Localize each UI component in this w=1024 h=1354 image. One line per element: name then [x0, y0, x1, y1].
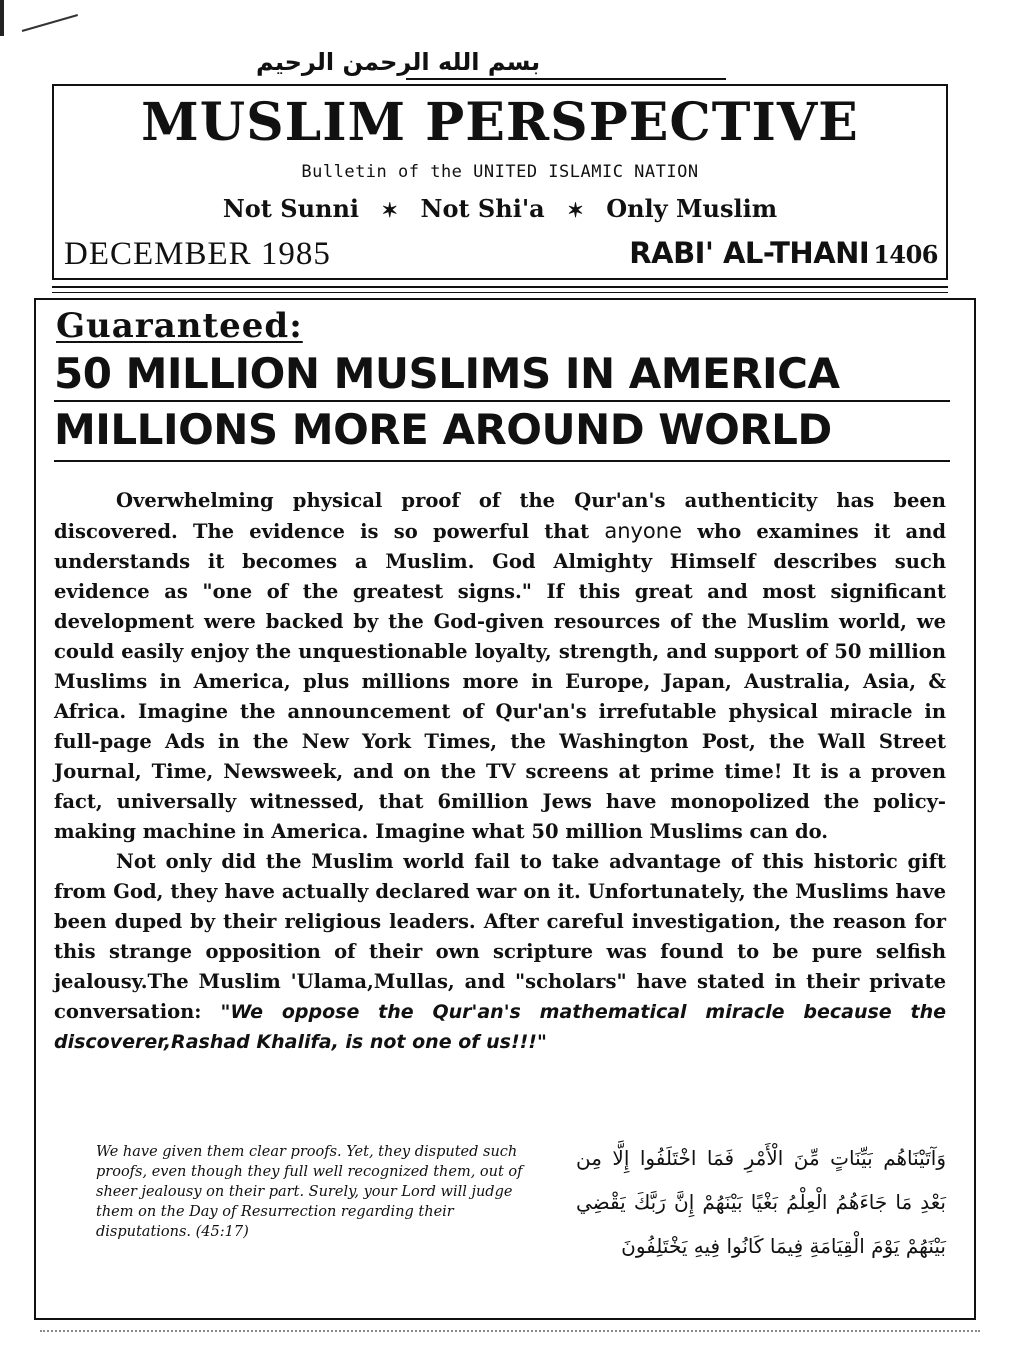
basmala-text: بسم الله الرحمن الرحيم: [256, 48, 541, 76]
masthead-rule: [52, 286, 948, 288]
article-box: [34, 298, 976, 1320]
masthead-rule-thin: [52, 292, 948, 293]
article-kicker: Guaranteed:: [56, 306, 303, 346]
article-paragraph-2: [54, 847, 946, 1057]
basmala-flourish: [406, 78, 726, 80]
hijri-year: 1406: [873, 240, 938, 269]
masthead-subtitle: Bulletin of the UNITED ISLAMIC NATION: [301, 162, 699, 182]
emphasized-word: anyone: [604, 519, 683, 543]
headline-divider-bottom: [54, 460, 950, 462]
masthead: [52, 84, 948, 280]
bottom-dotted-edge: [40, 1330, 980, 1333]
paragraph-1-text-a: Overwhelming physical proof of the Qur'an's authenticity has been discovered. The evidence is so powerful that: [54, 489, 946, 543]
star-icon: ✶: [567, 198, 584, 222]
masthead-motto: [54, 194, 946, 223]
issue-date-gregorian: DECEMBER 1985: [64, 236, 331, 272]
verse-arabic: وَآتَيْنَاهُم بَيِّنَاتٍ مِّنَ الْأَمْرِ فَمَا اخْتَلَفُوا إِلَّا مِن بَعْدِ مَا جَاءَهُمُ الْعِلْمُ بَغْيًا بَيْنَهُمْ إِنَّ رَبَّكَ يَقْضِي بَيْنَهُمْ يَوْمَ الْقِيَامَةِ فِيمَا كَانُوا فِيهِ يَخْتَلِفُونَ: [576, 1146, 946, 1258]
scholars-quote: "We oppose the Qur'an's mathematical miracle because the discoverer,Rashad Khalifa, is not one of us!!!": [54, 1001, 946, 1053]
paragraph-2-text: Not only did the Muslim world fail to take advantage of this historic gift from God, they have actually declared war on it. Unfortunately, the Muslims have been duped by their religious leaders. After careful investigation, the reason for this strange opposition of their own scripture was found to be pure selfish jealousy.The Muslim 'Ulama,Mullas, and "scholars" have stated in their private conversation:: [54, 850, 946, 1023]
paragraph-1-text-b: who examines it and understands it becomes a Muslim. God Almighty Himself describes such evidence as "one of the greatest signs." If this great and most significant development were backed by the God-given resources of the Muslim world, we could easily enjoy the unquestionable loyalty, strength, and support of 50 million Muslims in America, plus millions more in Europe, Japan, Australia, Asia, & Africa. Imagine the announcement of Qur'an's irrefutable physical miracle in full-page Ads in the New York Times, the Washington Post, the Wall Street Journal, Time, Newsweek, and on the TV screens at prime time! It is a proven fact, universally witnessed, that 6million Jews have monopolized the policy-making machine in America. Imagine what 50 million Muslims can do.: [54, 520, 947, 843]
scan-pen-stroke: [22, 14, 78, 32]
verse-translation: We have given them clear proofs. Yet, they disputed such proofs, even though they full well recognized them, out of sheer jealousy on their part. Surely, your Lord will judge them on the Day of Resurrection regarding their disputations. (45:17): [96, 1144, 523, 1240]
headline-divider: [54, 400, 950, 402]
headline-primary: 50 MILLION MUSLIMS IN AMERICA: [54, 349, 840, 398]
motto-item-2: Not Shi'a: [420, 194, 545, 223]
hijri-month: RABI' AL-THANI: [629, 236, 870, 270]
article-paragraph-1: [54, 486, 946, 847]
issue-date-hijri: [629, 236, 938, 270]
page-title: MUSLIM PERSPECTIVE: [141, 92, 859, 153]
star-icon: ✶: [381, 198, 399, 222]
headline-secondary: MILLIONS MORE AROUND WORLD: [54, 405, 832, 454]
article-body: [54, 486, 946, 1057]
scan-edge-mark: [0, 0, 4, 36]
motto-item-3: Only Muslim: [606, 194, 778, 223]
motto-item-1: Not Sunni: [222, 194, 360, 223]
